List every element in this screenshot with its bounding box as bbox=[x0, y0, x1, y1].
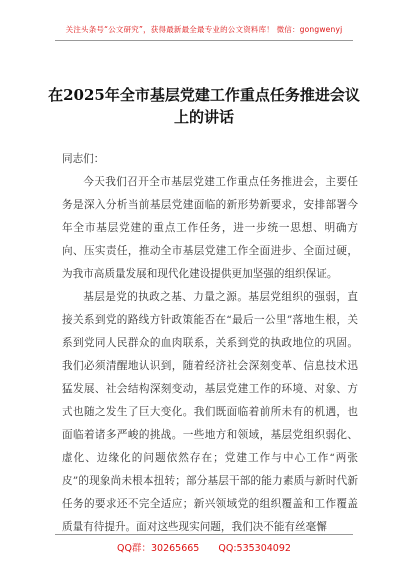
paragraph-2: 基层是党的执政之基、力量之源。基层党组织的强弱，直接关系到党的路线方针政策能否在“最后一公里”落地生根，关系到党同人民群众的血肉联系，关系到党的执政地位的巩固。我们必须清醒地认识到，随着经济社会深刻变革、信息技术迅猛发展、社会结构深刻变动，基层党建工作的环境、对象、方式也随之发生了巨大变化。我们既面临着前所未有的机遇，也面临着诸多严峻的挑战。一些地方和领域，基层党组织弱化、虚化、边缘化的问题依然存在；党建工作与中心工作“两张皮”的现象尚未根本扭转；部分基层干部的能力素质与新时代新任务的要求还不完全适应；新兴领域党的组织覆盖和工作覆盖质量有待提升。面对这些现实问题，我们决不能有丝毫懈 bbox=[62, 291, 358, 533]
page-footer bbox=[0, 540, 408, 554]
footer-divider bbox=[55, 534, 353, 535]
page-header: 关注头条号“公文研究”，获得最新最全最专业的公文资料库！ 微信：gongwenyj bbox=[65, 25, 343, 34]
footer-qq: QQ:535304092 bbox=[218, 543, 291, 554]
salutation: 同志们： bbox=[62, 153, 105, 165]
header-divider bbox=[55, 40, 353, 41]
document-body bbox=[62, 148, 358, 539]
document-title: 在2025年全市基层党建工作重点任务推进会议上的讲话 bbox=[48, 86, 360, 126]
paragraph-1: 今天我们召开全市基层党建工作重点任务推进会，主要任务是深入分析当前基层党建面临的新形势新要求，安排部署今年全市基层党建的重点工作任务，进一步统一思想、明确方向、压实责任，推动全市基层党建工作全面进步、全面过硬，为我市高质量发展和现代化建设提供更加坚强的组织保证。 bbox=[62, 176, 358, 280]
footer-qq-group: QQ群：30265665 bbox=[117, 543, 200, 554]
